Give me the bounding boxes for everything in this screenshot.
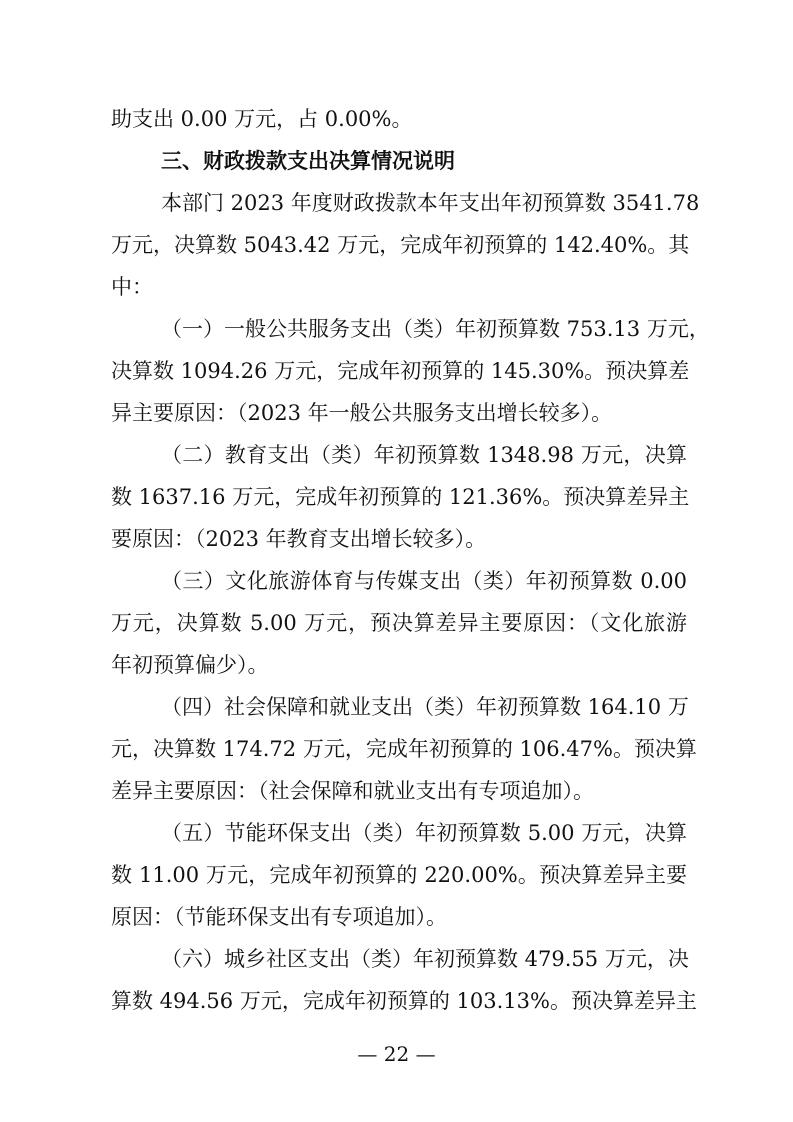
text-line: 本部门 2023 年度财政拨款本年支出年初预算数 3541.78 <box>161 191 700 215</box>
text-line: 异主要原因：（2023 年一般公共服务支出增长较多）。 <box>111 401 613 425</box>
text-line: （二）教育支出（类）年初预算数 1348.98 万元，决算 <box>161 443 687 467</box>
text-line: 原因：（节能环保支出有专项追加）。 <box>111 905 447 929</box>
text-line: 算数 494.56 万元，完成年初预算的 103.13%。预决算差异主 <box>111 989 697 1013</box>
text-line: 中： <box>111 275 153 299</box>
page-number: — 22 — <box>357 1042 436 1066</box>
text-line: 差异主要原因：（社会保障和就业支出有专项追加）。 <box>111 779 594 803</box>
text-line: 数 11.00 万元，完成年初预算的 220.00%。预决算差异主要 <box>111 863 687 887</box>
text-line: （三）文化旅游体育与传媒支出（类）年初预算数 0.00 <box>161 569 687 593</box>
text-line: 元，决算数 174.72 万元，完成年初预算的 106.47%。预决算 <box>111 737 697 761</box>
text-line: 万元，决算数 5.00 万元，预决算差异主要原因：（文化旅游 <box>111 611 687 635</box>
text-line: （五）节能环保支出（类）年初预算数 5.00 万元，决算 <box>161 821 687 845</box>
section-heading: 三、财政拨款支出决算情况说明 <box>161 149 455 173</box>
text-line: （四）社会保障和就业支出（类）年初预算数 164.10 万 <box>161 695 689 719</box>
text-line: 要原因：（2023 年教育支出增长较多）。 <box>111 527 487 551</box>
text-line: 数 1637.16 万元，完成年初预算的 121.36%。预决算差异主 <box>111 485 690 509</box>
text-line: 助支出 0.00 万元，占 0.00%。 <box>111 107 413 131</box>
text-line: 年初预算偏少）。 <box>111 653 269 677</box>
text-line: 万元，决算数 5043.42 万元，完成年初预算的 142.40%。其 <box>111 233 690 257</box>
text-line: （一）一般公共服务支出（类）年初预算数 753.13 万元， <box>161 317 710 341</box>
text-line: （六）城乡社区支出（类）年初预算数 479.55 万元，决 <box>161 947 689 971</box>
text-line: 决算数 1094.26 万元，完成年初预算的 145.30%。预决算差 <box>111 359 690 383</box>
